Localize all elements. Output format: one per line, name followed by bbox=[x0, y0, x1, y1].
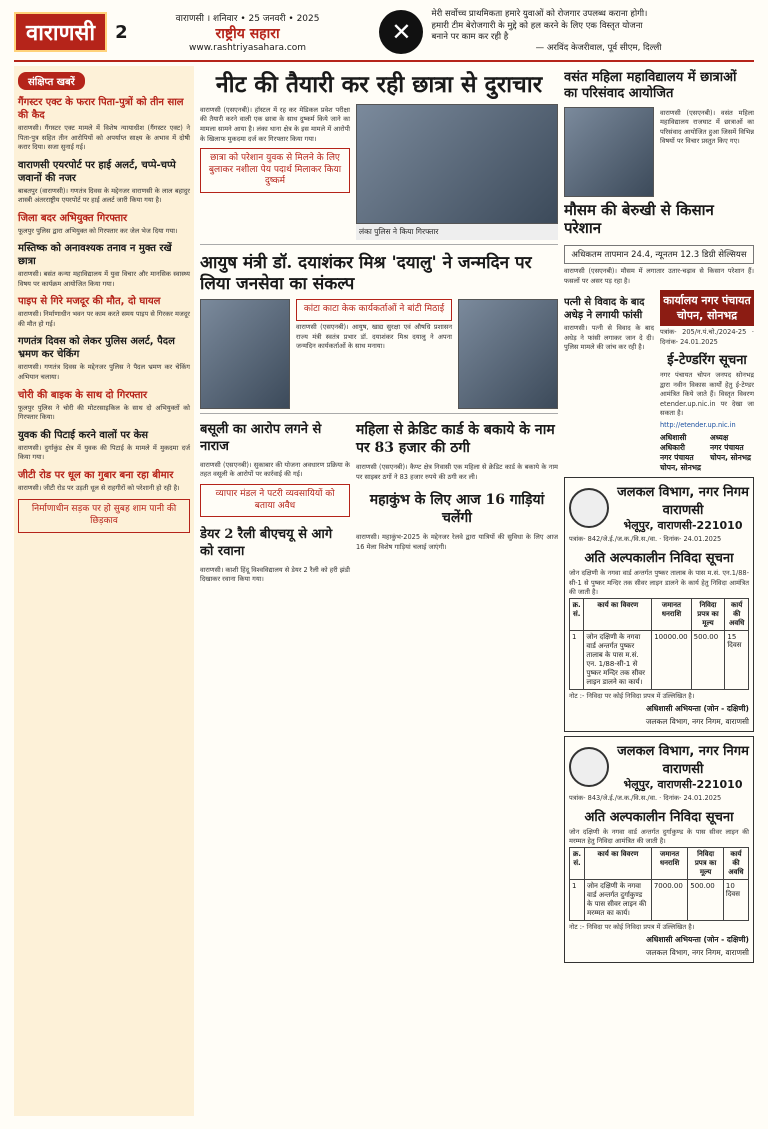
brief-body: वाराणसी। गैंगस्टर एक्ट मामले में विशेष न्यायाधीश (गैंगस्टर एक्ट) ने पिता-पुत्र सहित तीन आरोपियों को अपर्याप्त साक्ष्य के अभाव में दोषी करार दिया। सजा सुनाई गई। bbox=[18, 124, 190, 152]
jalkal-title-2: अति अल्पकालीन निविदा सूचना bbox=[584, 809, 734, 825]
table-header-cell: क्र. सं. bbox=[570, 598, 584, 630]
brief-headline: वाराणसी एयरपोर्ट पर हाई अलर्ट, चप्पे-चप्पे जवानों की नजर bbox=[18, 159, 176, 184]
weather-body: वाराणसी (एसएनबी)। मौसम में लगातार उतार-चढ़ाव से किसान परेशान हैं। फसलों पर असर पड़ रहा है। bbox=[564, 267, 754, 285]
jalkal-sign2-1: जलकल विभाग, नगर निगम, वाराणसी bbox=[645, 717, 749, 727]
chopan-sign-left-title: अधिशासी अधिकारी bbox=[660, 433, 687, 453]
jalkal-notice-2: जलकल विभाग, नगर निगम वाराणसी भेलूपुर, वाराणसी-221010 पत्रांक- 843/जे.ई./ज.क./वि.स./वा. · दिनांक- 24.01.2025 अति अल्पकालीन निविदा सूचना जोन दक्षिणी के नगवा वार्ड अन्तर्गत दुर्गाकुण्ड के पास सीवर लाइन की मरम्मत हेतु निविदा आमंत्रित की जाती है। क्र. सं. कार्य का विवरण जमानत धनराशि निविदा प्रपत्र का मूल्य कार्य की अवधि 1 जोन दक्षिणी के नगवा वार्ड अन्तर्गत दुर्गाकुण्ड के पास सीवर लाइन की मरम्मत का कार्य। 7000.00 500.00 10 दिवस नोट :- निविदा पर कोई निविदा प्रपत्र में उल्लिखित है। अधिशासी अभियन्ता (जोन - दक्षिणी) जलकल विभाग, नगर निगम, वाराणसी bbox=[564, 736, 754, 963]
third-headline: बसूली का आरोप लगने से नाराज bbox=[200, 422, 322, 454]
jalkal-date-2: दिनांक- 24.01.2025 bbox=[663, 794, 722, 803]
chopan-sign-left-org: नगर पंचायत चोपन, सोनभद्र bbox=[660, 453, 702, 473]
jalkal-note-2: नोट :- निविदा पर कोई निविदा प्रपत्र में उल्लिखित है। bbox=[569, 922, 695, 931]
brief-headline: जिला बदर अभियुक्त गिरफ्तार bbox=[18, 212, 128, 224]
table-header-cell: क्र. सं. bbox=[570, 847, 585, 879]
table-cell: 1 bbox=[570, 879, 585, 920]
table-row bbox=[570, 630, 749, 689]
minister-photo bbox=[200, 299, 290, 409]
table-header-cell: कार्य की अवधि bbox=[725, 598, 749, 630]
college-photo bbox=[564, 107, 654, 197]
third-quote: व्यापार मंडल ने पटरी व्यवसायियों को बताया अवैध bbox=[200, 484, 350, 517]
brand-name: राष्ट्रीय सहारा bbox=[215, 26, 280, 42]
brief-headline: गणतंत्र दिवस को लेकर पुलिस अलर्ट, पैदल भ्रमण कर चेकिंग bbox=[18, 336, 175, 361]
brief-body: वाराणसी। जीटी रोड पर उड़ती धूल से राहगीरों को परेशानी हो रही है। bbox=[18, 483, 180, 492]
chopan-body: नगर पंचायत चोपन जनपद सोनभद्र द्वारा नवीन विकास कार्यों हेतु ई-टेण्डर आमंत्रित किये जाते हैं। विस्तृत विवरण etender.up.nic.in पर देखा जा सकता है। bbox=[660, 371, 754, 418]
lead-photo bbox=[356, 104, 558, 224]
masthead bbox=[14, 4, 754, 62]
jalkal-notice-1: जलकल विभाग, नगर निगम वाराणसी भेलूपुर, वाराणसी-221010 पत्रांक- 842/जे.ई./ज.क./वि.स./वा. · दिनांक- 24.01.2025 अति अल्पकालीन निविदा सूचना जोन दक्षिणी के नगवा वार्ड अन्तर्गत पुष्कर तालाब के पास म.सं. एन.1/88-सी-1 से पुष्कर मन्दिर तक सीवर लाइन डालने के कार्य हेतु निविदा आमंत्रित की जाती है। क्र. सं. कार्य का विवरण जमानत धनराशि निविदा प्रपत्र का मूल्य कार्य की अवधि 1 जोन दक्षिणी के नगवा वार्ड अन्तर्गत पुष्कर तालाब के पास म.सं. एन. 1/88-सी-1 से पुष्कर मन्दिर तक सीवर लाइन डालने का कार्य। 10000.00 500.00 15 दिवस नोट :- निविदा पर कोई निविदा प्रपत्र में उल्लिखित है। अधिशासी अभियन्ता (जोन - दक्षिणी) जलकल विभाग, नगर निगम, वाराणसी bbox=[564, 477, 754, 732]
briefs-tab: संक्षिप्त खबरें bbox=[18, 72, 85, 90]
fifth-body: वाराणसी। महाकुंभ-2025 के मद्देनजर रेलवे द्वारा यात्रियों की सुविधा के लिए आज 16 मेला विशेष गाड़ियां चलाई जाएंगी। bbox=[356, 533, 558, 552]
table-row bbox=[570, 879, 749, 920]
event-photo bbox=[458, 299, 558, 409]
table-header-cell: जमानत धनराशि bbox=[652, 598, 691, 630]
brief-headline: चोरी की बाइक के साथ दो गिरफ्तार bbox=[18, 389, 148, 401]
brief-body: वाराणसी। निर्माणाधीन भवन पर काम करते समय पाइप से गिरकर मजदूर की मौत हो गई। bbox=[18, 310, 190, 328]
jalkal-dept-2: जलकल विभाग, नगर निगम वाराणसी bbox=[617, 744, 749, 778]
chopan-ref: पत्रांक- 205/न.पं.चो./2024-25 · दिनांक- 24.01.2025 bbox=[660, 328, 754, 346]
brief-headline: युवक की पिटाई करने वालों पर केस bbox=[18, 429, 149, 441]
brief-body: फूलपुर पुलिस ने चोरी की मोटरसाइकिल के साथ दो अभियुक्तों को गिरफ्तार किया। bbox=[18, 403, 190, 422]
issue-line: वाराणसी । शनिवार • 25 जनवरी • 2025 bbox=[175, 14, 320, 24]
table-cell: 10000.00 bbox=[652, 630, 691, 689]
weather-headline: मौसम की बेरुखी से किसान परेशान bbox=[564, 200, 714, 238]
jalkal-sign-1: अधिशासी अभियन्ता (जोन - दक्षिणी) bbox=[646, 704, 749, 714]
brief-body: वाराणसी। बसंत कन्या महाविद्यालय में युवा विचार और मानसिक स्वास्थ्य विषय पर कार्यक्रम आयोजित किया गया। bbox=[18, 270, 190, 288]
jalkal-date-1: दिनांक- 24.01.2025 bbox=[663, 535, 722, 544]
municipal-seal-icon bbox=[569, 747, 609, 787]
issue-info bbox=[176, 11, 320, 53]
jalkal-title-1: अति अल्पकालीन निविदा सूचना bbox=[584, 551, 734, 567]
chopan-sign-right-title: अध्यक्ष bbox=[710, 433, 729, 443]
tweet-text: मेरी सर्वोच्च प्राथमिकता हमारे युवाओं को रोजगार उपलब्ध कराना होगी। हमारी टीम बेरोजगारी के मुद्दे को हल करने के लिए एक विस्तृत योजना बनाने पर काम कर रही है bbox=[431, 9, 648, 42]
sixth-body: वाराणसी। काशी हिंदू विश्वविद्यालय से डेयर 2 रैली को हरी झंडी दिखाकर रवाना किया गया। bbox=[200, 565, 350, 584]
lead-quote: छात्रा को परेशान युवक से मिलने के लिए बुलाकर नशीला पेय पदार्थ मिलाकर किया दुष्कर्म bbox=[200, 148, 350, 193]
city-badge: वाराणसी bbox=[14, 12, 107, 52]
chopan-sign-left bbox=[660, 433, 704, 473]
jalkal-addr-2: भेलूपुर, वाराणसी-221010 bbox=[623, 778, 743, 792]
right-column bbox=[564, 66, 754, 1116]
lead-body: वाराणसी (एसएनबी)। हॉस्टल में रह कर मेडिकल प्रवेश परीक्षा की तैयारी करने वाली एक छात्रा के साथ दुष्कर्म किये जाने का मामला सामने आया है। लंका थाना क्षेत्र के इस मामले में आरोपी के खिलाफ मुकदमा दर्ज कर गिरफ्तार किया गया। bbox=[200, 105, 350, 143]
chopan-ref-no: पत्रांक- 205/न.पं.चो./2024-25 bbox=[660, 328, 747, 337]
second-quote: कांटा काटा केक कार्यकर्ताओं ने बांटी मिठाई bbox=[296, 299, 452, 321]
table-cell: 500.00 bbox=[688, 879, 724, 920]
tweet-author: — अरविंद केजरीवाल, पूर्व सीएम, दिल्ली bbox=[535, 43, 662, 54]
chopan-sign-right bbox=[710, 433, 754, 473]
jalkal-note-1: नोट :- निविदा पर कोई निविदा प्रपत्र में उल्लिखित है। bbox=[569, 691, 695, 700]
sixth-headline: डेयर 2 रैली बीएचयू से आगे को रवाना bbox=[200, 527, 333, 559]
jalkal-dept-1: जलकल विभाग, नगर निगम वाराणसी bbox=[617, 485, 749, 519]
jalkal-sign2-2: जलकल विभाग, नगर निगम, वाराणसी bbox=[645, 948, 749, 958]
jalkal-ref-2: पत्रांक- 843/जे.ई./ज.क./वि.स./वा. bbox=[569, 794, 658, 803]
brief-body: वाराणसी। गणतंत्र दिवस के मद्देनजर पुलिस ने पैदल भ्रमण कर चेकिंग अभियान चलाया। bbox=[18, 363, 190, 382]
jalkal-sign-2: अधिशासी अभियन्ता (जोन - दक्षिणी) bbox=[646, 935, 749, 945]
lead-photo-caption: लंका पुलिस ने किया गिरफ्तार bbox=[356, 224, 558, 240]
college-body: वाराणसी (एसएनबी)। वसंत महिला महाविद्यालय राजघाट में छात्राओं का परिसंवाद आयोजित हुआ जिसमें विभिन्न विषयों पर विचार प्रस्तुत किए गए। bbox=[660, 108, 754, 146]
municipal-seal-icon bbox=[569, 488, 609, 528]
chopan-link[interactable]: http://etender.up.nic.in bbox=[660, 420, 736, 429]
main-column bbox=[200, 66, 558, 1116]
briefs-column bbox=[14, 66, 194, 1116]
table-header-cell: निविदा प्रपत्र का मूल्य bbox=[688, 847, 724, 879]
brief-list bbox=[18, 96, 190, 493]
chopan-title: ई-टेण्डरिंग सूचना bbox=[667, 353, 747, 369]
lead-headline: नीट की तैयारी कर रही छात्रा से दुराचार bbox=[215, 71, 543, 98]
dispute-headline: पत्नी से विवाद के बाद अधेड़ ने लगायी फांसी bbox=[564, 297, 645, 322]
table-header-cell: कार्य का विवरण bbox=[584, 598, 652, 630]
table-cell: 10 दिवस bbox=[723, 879, 748, 920]
jalkal-body-2: जोन दक्षिणी के नगवा वार्ड अन्तर्गत दुर्गाकुण्ड के पास सीवर लाइन की मरम्मत हेतु निविदा आमंत्रित की जाती है। bbox=[569, 827, 749, 846]
third-body: वाराणसी (एसएनबी)। सुकाबार की योजना अवधारण प्रक्रिया के तहत वसूली के आरोपों पर कार्रवाई की गई। bbox=[200, 460, 350, 479]
brief-headline: जीटी रोड पर धूल का गुबार बना रहा बीमार bbox=[18, 469, 174, 481]
brief-headline: पाइप से गिरे मजदूर की मौत, दो घायल bbox=[18, 296, 161, 308]
jalkal-body-1: जोन दक्षिणी के नगवा वार्ड अन्तर्गत पुष्कर तालाब के पास म.सं. एन.1/88-सी-1 से पुष्कर मन्दिर तक सीवर लाइन डालने के कार्य हेतु निविदा आमंत्रित की जाती है। bbox=[569, 569, 749, 597]
tweet-quote bbox=[431, 9, 661, 55]
table-cell: जोन दक्षिणी के नगवा वार्ड अन्तर्गत पुष्कर तालाब के पास म.सं. एन. 1/88-सी-1 से पुष्कर मन्दिर तक सीवर लाइन डालने का कार्य। bbox=[584, 630, 652, 689]
table-cell: 1 bbox=[570, 630, 584, 689]
chopan-notice bbox=[660, 290, 754, 473]
chopan-bar: कार्यालय नगर पंचायत चोपन, सोनभद्र bbox=[660, 290, 754, 326]
brief-body: वाराणसी। दुर्गाकुंड क्षेत्र में युवक की पिटाई के मामले में मुकदमा दर्ज किया गया। bbox=[18, 443, 190, 462]
table-cell: 7000.00 bbox=[651, 879, 687, 920]
table-cell: जोन दक्षिणी के नगवा वार्ड अन्तर्गत दुर्गाकुण्ड के पास सीवर लाइन की मरम्मत का कार्य। bbox=[585, 879, 652, 920]
brief-headline: मस्तिष्क को अनावश्यक तनाव न मुक्त रखें छात्रा bbox=[18, 243, 172, 268]
fourth-headline: महिला से क्रेडिट कार्ड के बकाये के नाम पर 83 हजार की ठगी bbox=[356, 422, 555, 456]
website: www.rashtriyasahara.com bbox=[189, 43, 307, 53]
tender-table-2 bbox=[569, 847, 749, 921]
dispute-body: वाराणसी। पत्नी से विवाद के बाद अधेड़ ने फांसी लगाकर जान दे दी। पुलिस मामले की जांच कर रही है। bbox=[564, 324, 654, 352]
table-cell: 15 दिवस bbox=[725, 630, 749, 689]
fourth-body: वाराणसी (एसएनबी)। कैण्ट क्षेत्र निवासी एक महिला से क्रेडिट कार्ड के बकाये के नाम पर साइबर ठगों ने 83 हजार रुपये की ठगी कर ली। bbox=[356, 463, 558, 481]
table-header-cell: कार्य का विवरण bbox=[585, 847, 652, 879]
jalkal-ref-1: पत्रांक- 842/जे.ई./ज.क./वि.स./वा. bbox=[569, 535, 658, 544]
weather-box: अधिकतम तापमान 24.4, न्यूनतम 12.3 डिग्री सेल्सियस bbox=[564, 245, 754, 264]
chopan-date: दिनांक- 24.01.2025 bbox=[660, 337, 718, 346]
table-header-cell: निविदा प्रपत्र का मूल्य bbox=[691, 598, 725, 630]
brief-body: फूलपुर पुलिस द्वारा अभियुक्त को गिरफ्तार कर जेल भेज दिया गया। bbox=[18, 226, 178, 235]
brief-inset: निर्माणाधीन सड़क पर हो सुबह शाम पानी की छिड़काव bbox=[18, 499, 190, 532]
table-cell: 500.00 bbox=[691, 630, 725, 689]
second-body: वाराणसी (एसएनबी)। आयुष, खाद्य सुरक्षा एवं औषधि प्रशासन राज्य मंत्री स्वतंत्र प्रभार डॉ. दयाशंकर मिश्र दयालु ने अपना जन्मदिन कार्यकर्ताओं के साथ मनाया। bbox=[296, 323, 452, 351]
jalkal-addr-1: भेलूपुर, वाराणसी-221010 bbox=[623, 519, 743, 533]
table-header-cell: जमानत धनराशि bbox=[651, 847, 687, 879]
table-header-cell: कार्य की अवधि bbox=[723, 847, 748, 879]
chopan-sign-right-org: नगर पंचायत चोपन, सोनभद्र bbox=[710, 443, 752, 463]
college-headline: वसंत महिला महाविद्यालय में छात्राओं का परिसंवाद आयोजित bbox=[564, 70, 737, 102]
x-logo-icon: ✕ bbox=[379, 10, 423, 54]
brief-body: बाबतपुर (वाराणसी)। गणतंत्र दिवस के मद्देनजर वाराणसी के लाल बहादुर शास्त्री अंतरराष्ट्रीय एयरपोर्ट पर हाई अलर्ट जारी किया गया है। bbox=[18, 186, 190, 205]
brief-headline: गैंगस्टर एक्ट के फरार पिता-पुत्रों को तीन साल की कैद bbox=[18, 97, 184, 121]
second-headline: आयुष मंत्री डॉ. दयाशंकर मिश्र 'दयालु' ने जन्मदिन पर लिया जनसेवा का संकल्प bbox=[200, 252, 532, 295]
fifth-headline: महाकुंभ के लिए आज 16 गाड़ियां चलेंगी bbox=[369, 492, 545, 526]
tender-table-1 bbox=[569, 598, 749, 690]
page-number: 2 bbox=[115, 21, 128, 43]
